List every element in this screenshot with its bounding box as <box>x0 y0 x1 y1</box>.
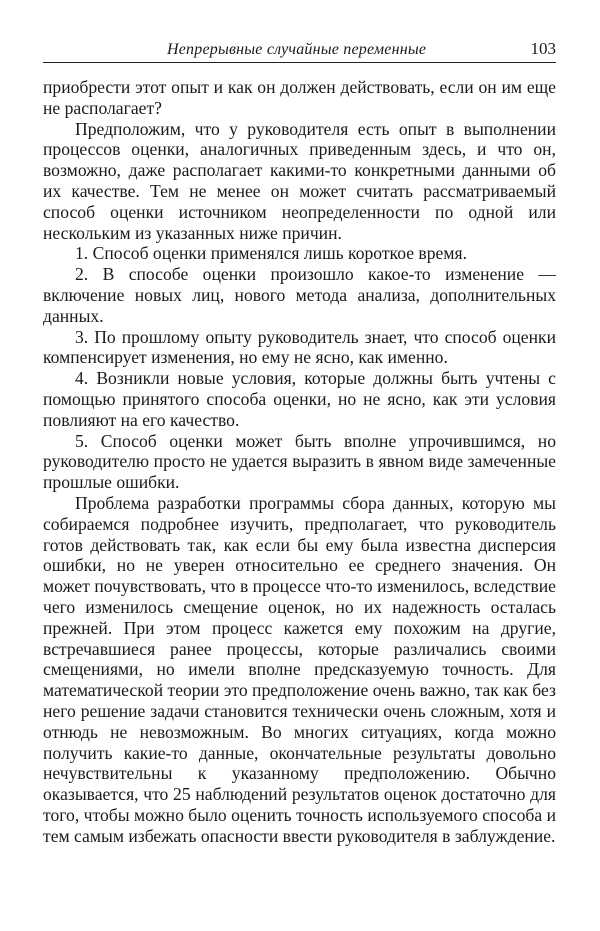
list-item: 2. В способе оценки произошло какое-то изменение — включение новых лиц, нового метода анализа, дополнительных данных. <box>43 264 556 326</box>
book-page <box>43 38 556 846</box>
list-item: 4. Возникли новые условия, которые должны быть учтены с помощью принятого способа оценки, но не ясно, как эти условия повлияют на его качество. <box>43 368 556 430</box>
list-item: 1. Способ оценки применялся лишь короткое время. <box>75 243 467 264</box>
list-item: 3. По прошлому опыту руководитель знает, что способ оценки компенсирует изменения, но ему не ясно, как именно. <box>43 326 556 368</box>
running-title: Непрерывные случайные переменные <box>167 41 427 58</box>
running-header <box>43 38 556 63</box>
paragraph: приобрести этот опыт и как он должен действовать, если он им еще не располагает? <box>43 77 556 118</box>
body-text <box>43 77 556 846</box>
paragraph: Предположим, что у руководителя есть опыт в выполнении процессов оценки, аналогичных приведенным здесь, и что он, возможно, даже располагает какими-то конкретными данными об их качестве. Тем не менее он может считать рассматриваемый способ оценки источником неопределенности по одной или нескольким из указанных ниже причин. <box>43 118 556 243</box>
paragraph: Проблема разработки программы сбора данных, которую мы собираемся подробнее изучить, предполагает, что руководитель готов действовать так, как если бы ему была известна дисперсия ошибки, но не уверен относительно ее среднего значения. Он может почувствовать, что в процессе что-то изменилось, вследствие чего изменилось смещение оценок, но их надежность осталась прежней. При этом процесс кажется ему похожим на другие, встречавшиеся ранее процессы, которые различались своими смещениями, но имели вполне предсказуемую точность. Для математической теории это предположение очень важно, так как без него решение задачи становится технически очень сложным, хотя и отнюдь не невозможным. Во многих ситуациях, когда можно получить какие-то данные, окончательные результаты довольно нечувствительны к указанному предположению. Обычно оказывается, что 25 наблюдений результатов оценок достаточно для того, чтобы можно было оценить точность используемого способа и тем самым избежать опасности ввести руководителя в заблуждение. <box>43 492 556 846</box>
list-item: 5. Способ оценки может быть вполне упрочившимся, но руководителю просто не удается выразить в явном виде замеченные прошлые ошибки. <box>43 430 556 493</box>
page-number: 103 <box>530 39 556 58</box>
